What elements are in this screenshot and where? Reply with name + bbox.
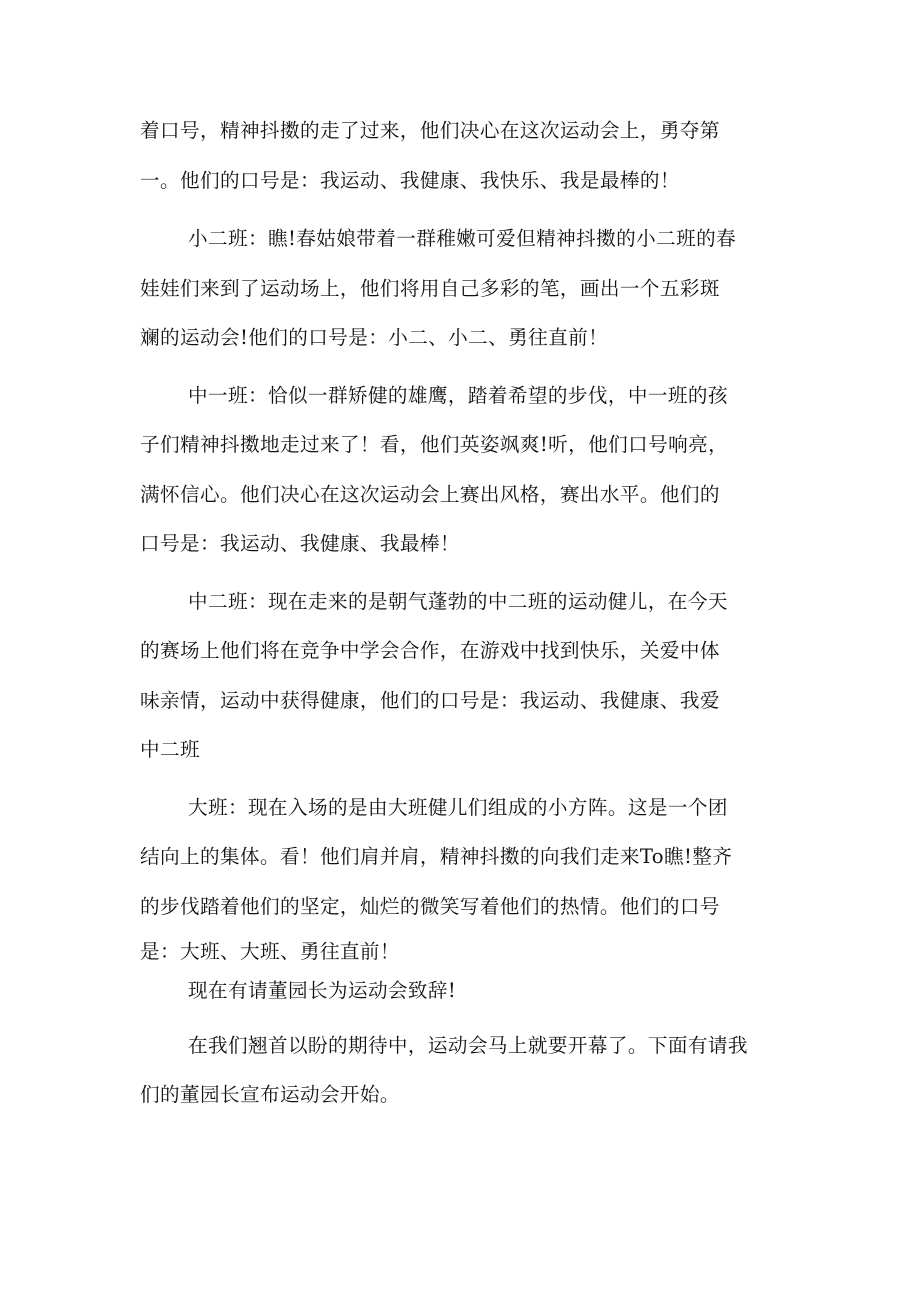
text-line: 着口号，精神抖擞的走了过来，他们决心在这次运动会上，勇夺第	[140, 119, 720, 142]
text-line: 满怀信心。他们决心在这次运动会上赛出风格，赛出水平。他们的	[140, 483, 720, 506]
text-line: 小二班：瞧!春姑娘带着一群稚嫩可爱但精神抖擞的小二班的春	[188, 227, 737, 250]
text-line: 大班：现在入场的是由大班健儿们组成的小方阵。这是一个团	[188, 796, 728, 819]
text-line: 口号是：我运动、我健康、我最棒！	[140, 532, 460, 555]
text-line: 中二班：现在走来的是朝气蓬勃的中二班的运动健儿，在今天	[188, 590, 728, 613]
text-line: 现在有请董园长为运动会致辞!	[188, 979, 457, 1002]
text-line: 们的董园长宣布运动会开始。	[140, 1083, 400, 1106]
text-line: 中一班：恰似一群矫健的雄鹰，踏着希望的步伐，中一班的孩	[188, 384, 728, 407]
text-line: 味亲情，运动中获得健康，他们的口号是：我运动、我健康、我爱	[140, 689, 720, 712]
text-line: 是：大班、大班、勇往直前！	[140, 940, 400, 963]
text-line: 子们精神抖擞地走过来了！看，他们英姿飒爽!听，他们口号响亮，	[140, 433, 729, 456]
text-line: 的赛场上他们将在竞争中学会合作，在游戏中找到快乐，关爱中体	[140, 639, 720, 662]
text-line: 一。他们的口号是：我运动、我健康、我快乐、我是最棒的！	[140, 169, 680, 192]
text-line: 中二班	[140, 738, 200, 761]
text-line: 斓的运动会!他们的口号是：小二、小二、勇往直前！	[140, 326, 609, 349]
text-line: 娃娃们来到了运动场上，他们将用自己多彩的笔，画出一个五彩斑	[140, 277, 720, 300]
text-line: 的步伐踏着他们的坚定，灿烂的微笑写着他们的热情。他们的口号	[140, 895, 720, 918]
text-line: 结向上的集体。看！他们肩并肩，精神抖擞的向我们走来To瞧!整齐	[140, 845, 733, 868]
text-line: 在我们翘首以盼的期待中，运动会马上就要开幕了。下面有请我	[188, 1034, 748, 1057]
